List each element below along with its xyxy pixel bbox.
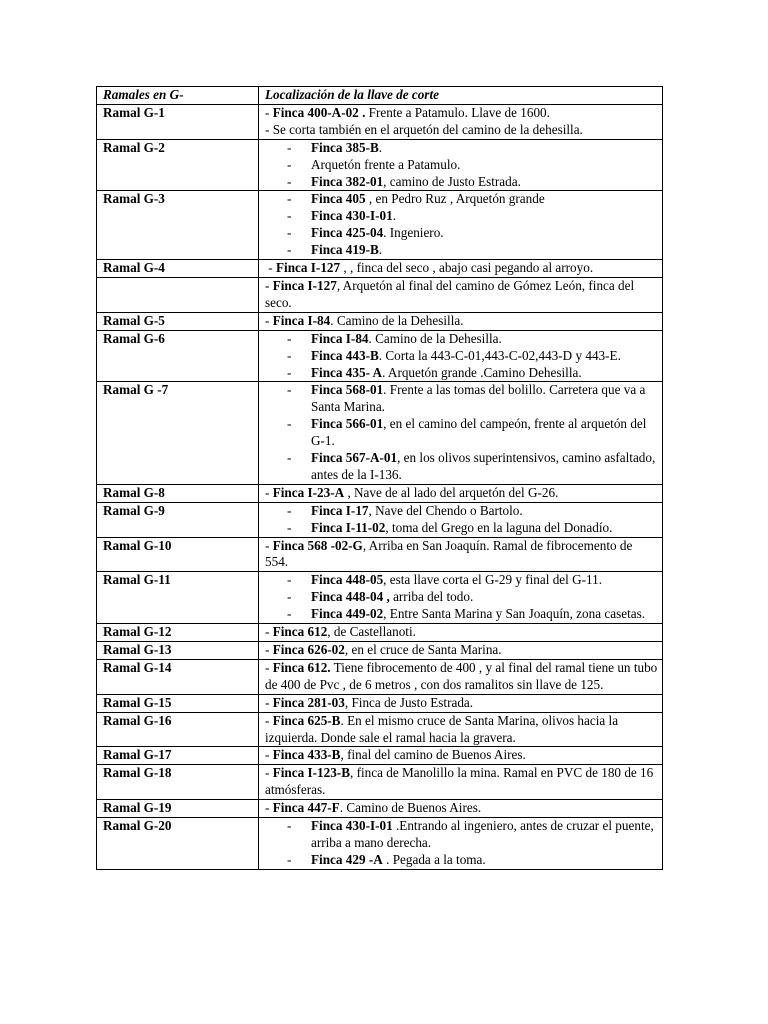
valve-location [259,191,663,260]
ramal-name: Ramal G-15 [97,694,259,712]
table-row [97,624,663,642]
bullet-item [265,589,658,606]
finca-id: Finca 430-I-01 [311,208,393,224]
finca-id: Finca I-84 [272,312,331,328]
ramal-name: Ramal G-18 [97,765,259,800]
ramal-name [97,277,259,312]
bullet-dash: - [287,382,292,398]
finca-id: Finca 405 [311,191,366,207]
bullet-dash: - [287,208,292,224]
location-text: - Se corta también en el arquetón del camino de la dehesilla. [265,121,583,137]
valve-location [259,712,663,747]
finca-id: Finca I-84 [311,330,369,346]
bullet-item [265,208,658,225]
location-text: arriba del todo. [389,589,474,605]
bullet-item [265,157,658,174]
table-row [97,312,663,330]
location-text: . Pegada a la toma. [382,851,486,867]
ramal-name: Ramal G-10 [97,537,259,572]
location-text: . Camino de la Dehesilla. [368,330,502,346]
line-prefix: - [265,747,273,763]
location-line [265,660,658,694]
finca-id: Finca 567-A-01 [311,450,398,466]
valve-location [259,139,663,191]
table-row [97,382,663,484]
bullet-dash: - [287,225,292,241]
finca-id: Finca 430-I-01 [311,818,393,834]
bullet-item [265,606,658,623]
valve-location [259,502,663,537]
finca-id: Finca 425-04 [311,225,384,241]
finca-id: Finca I-123-B [272,765,350,781]
valve-location [259,330,663,382]
line-prefix: - [265,312,273,328]
line-prefix: - [265,659,273,675]
location-line [265,278,658,312]
location-text: , toma del Grego en la laguna del Donadío. [385,519,613,535]
ramal-name: Ramal G-12 [97,624,259,642]
bullet-dash: - [287,519,292,535]
location-text: , , finca del seco , abajo casi pegando al arroyo. [340,260,594,276]
valve-location [259,765,663,800]
bullet-item [265,572,658,589]
table-row [97,330,663,382]
valve-location [259,537,663,572]
location-text: , Arriba en San Joaquín. Ramal de fibrocemento de 554. [265,537,633,570]
bullet-item [265,348,658,365]
finca-id: Finca I-17 [311,502,369,518]
table-row [97,104,663,139]
table-row [97,277,663,312]
line-prefix: - [265,642,273,657]
table-body [97,104,663,869]
header-ramales: Ramales en G- [97,87,259,105]
ramal-name: Ramal G -7 [97,382,259,484]
valve-location [259,694,663,712]
valve-location [259,312,663,330]
ramal-name: Ramal G-11 [97,572,259,624]
table-row [97,747,663,765]
valve-location [259,484,663,502]
location-text: Frente a Patamulo. Llave de 1600. [365,104,550,120]
line-prefix: - [265,712,273,728]
location-text: , Finca de Justo Estrada. [344,694,474,710]
location-text: , en Pedro Ruz , Arquetón grande [365,191,545,207]
location-text: , Entre Santa Marina y San Joaquín, zona casetas. [383,606,646,622]
location-text: , Nave de al lado del arquetón del G-26. [344,484,559,500]
location-line [265,485,658,502]
finca-id: Finca 449-02 [311,606,384,622]
table-row [97,800,663,818]
ramal-name: Ramal G-3 [97,191,259,260]
ramal-name: Ramal G-17 [97,747,259,765]
location-text: . Frente a las tomas del bolillo. Carretera que va a Santa Marina. [311,382,646,415]
finca-id: Finca 281-03 [272,694,345,710]
bullet-item [265,242,658,259]
finca-id: Finca 385-B [311,139,379,155]
location-text: , esta llave corta el G-29 y final del G-11. [383,572,603,588]
finca-id: Finca 433-B [272,747,341,763]
location-text: , en el camino del campeón, frente al arquetón del G-1. [311,416,647,449]
ramal-name: Ramal G-13 [97,642,259,660]
valve-location [259,659,663,694]
finca-id: Finca 400-A-02 . [272,104,366,120]
valve-location [259,747,663,765]
ramal-name: Ramal G-19 [97,800,259,818]
valve-location-table [96,86,663,870]
ramal-name: Ramal G-1 [97,104,259,139]
location-line [265,624,658,641]
table-row [97,502,663,537]
bullet-dash: - [287,347,292,363]
ramal-name: Ramal G-20 [97,818,259,870]
finca-id: Finca 429 -A [311,851,383,867]
bullet-dash: - [287,156,292,172]
bullet-dash: - [287,242,292,258]
location-line [265,122,658,139]
ramal-name: Ramal G-4 [97,260,259,278]
finca-id: Finca 443-B [311,347,379,363]
bullet-dash: - [287,364,292,380]
location-text: Tiene fibrocemento de 400 , y al final del ramal tiene un tubo de 400 de Pvc , de 6 metros , con dos ramalitos sin llave de 125. [265,659,658,692]
location-line [265,713,658,747]
location-line [265,747,658,764]
bullet-item [265,416,658,450]
bullet-item [265,140,658,157]
table-row [97,139,663,191]
table-row [97,659,663,694]
line-prefix: - [265,800,273,816]
table-row [97,260,663,278]
valve-location [259,260,663,278]
bullet-item [265,450,658,484]
location-text: . [378,242,383,258]
table-row [97,694,663,712]
line-prefix: - [265,694,273,710]
table-row [97,712,663,747]
location-text: , Arquetón al final del camino de Gómez León, finca del seco. [265,277,635,310]
ramal-name: Ramal G-2 [97,139,259,191]
table-header-row [97,87,663,105]
valve-location [259,800,663,818]
bullet-item [265,818,658,852]
finca-id: Finca 568 -02-G [272,537,363,553]
line-prefix: - [265,537,273,553]
location-line [265,105,658,122]
finca-id: Finca 448-04 , [311,589,390,605]
finca-id: Finca 419-B [311,242,379,258]
location-line [265,695,658,712]
location-text: , Nave del Chendo o Bartolo. [368,502,523,518]
bullet-item [265,520,658,537]
line-prefix: - [265,484,273,500]
location-text: . [378,139,383,155]
location-line [265,313,658,330]
finca-id: Finca I-11-02 [311,519,386,535]
bullet-item [265,225,658,242]
bullet-dash: - [287,173,292,189]
finca-id: Finca 568-01 [311,382,384,398]
location-text: . Corta la 443-C-01,443-C-02,443-D y 443-E. [378,347,621,363]
location-line [265,765,658,799]
finca-id: Finca 612 [272,624,328,640]
bullet-item [265,331,658,348]
bullet-dash: - [287,606,292,622]
finca-id: Finca I-127 [272,277,337,293]
valve-location [259,818,663,870]
finca-id: Finca 626-02 [272,642,345,657]
valve-location [259,277,663,312]
location-text: , camino de Justo Estrada. [383,173,521,189]
location-text: , de Castellanoti. [327,624,416,640]
bullet-dash: - [287,818,292,834]
ramal-name: Ramal G-14 [97,659,259,694]
location-line [265,800,658,817]
table-row [97,765,663,800]
bullet-item [265,191,658,208]
ramal-name: Ramal G-9 [97,502,259,537]
finca-id: Finca 435- A [311,364,383,380]
location-line [265,538,658,572]
bullet-dash: - [287,502,292,518]
ramal-name: Ramal G-16 [97,712,259,747]
bullet-dash: - [287,330,292,346]
table-row [97,191,663,260]
valve-location [259,104,663,139]
bullet-item [265,174,658,191]
location-text: . En el mismo cruce de Santa Marina, olivos hacia la izquierda. Donde sale el ramal hacia la gravera. [265,712,619,745]
ramal-name: Ramal G-5 [97,312,259,330]
finca-id: Finca 448-05 [311,572,384,588]
location-text: , en los olivos superintensivos, camino asfaltado, antes de la I-136. [311,450,656,482]
bullet-item [265,503,658,520]
bullet-dash: - [287,851,292,867]
location-line [265,260,658,277]
finca-id: Finca 612. [272,659,331,675]
bullet-dash: - [287,416,292,432]
valve-location [259,624,663,642]
table-row [97,484,663,502]
bullet-item [265,852,658,869]
bullet-dash: - [287,450,292,466]
finca-id: Finca 625-B [272,712,341,728]
location-text: . [392,208,396,224]
finca-id: Finca 447-F [272,800,340,816]
bullet-dash: - [287,572,292,588]
table-row [97,818,663,870]
finca-id: Finca I-127 [276,260,341,276]
bullet-dash: - [287,589,292,605]
line-prefix: - [265,104,273,120]
location-text: , finca de Manolillo la mina. Ramal en PVC de 180 de 16 atmósferas. [265,765,654,798]
ramal-name: Ramal G-6 [97,330,259,382]
table-row [97,642,663,660]
finca-id: Finca I-23-A [272,484,345,500]
location-text: .Entrando al ingeniero, antes de cruzar el puente, arriba a mano derecha. [311,818,654,850]
line-prefix: - [265,277,273,293]
bullet-dash: - [287,191,292,207]
location-line [265,642,658,659]
location-text: , en el cruce de Santa Marina. [344,642,502,657]
valve-location [259,382,663,484]
location-text: , final del camino de Buenos Aires. [340,747,526,763]
bullet-dash: - [287,139,292,155]
valve-location [259,572,663,624]
header-localizacion: Localización de la llave de corte [259,87,663,105]
line-prefix: - [265,765,273,781]
bullet-item [265,365,658,382]
location-text: . Camino de Buenos Aires. [339,800,482,816]
bullet-item [265,382,658,416]
location-text: . Ingeniero. [383,225,444,241]
line-prefix: - [265,624,273,640]
finca-id: Finca 382-01 [311,173,384,189]
location-text: . Arquetón grande .Camino Dehesilla. [382,364,582,380]
finca-id: Finca 566-01 [311,416,384,432]
location-text: Arquetón frente a Patamulo. [311,156,461,172]
valve-location [259,642,663,660]
table-row [97,537,663,572]
location-text: . Camino de la Dehesilla. [330,312,464,328]
ramal-name: Ramal G-8 [97,484,259,502]
line-prefix: - [265,260,276,276]
table-row [97,572,663,624]
